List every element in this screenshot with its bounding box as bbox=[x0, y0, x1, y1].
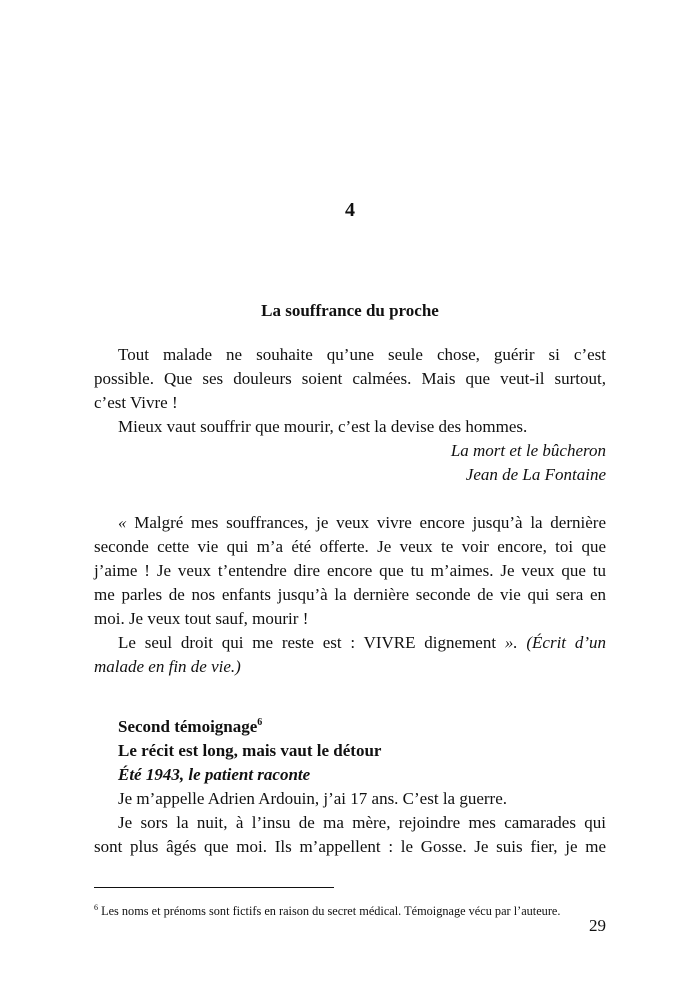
quote-open-mark: « bbox=[118, 513, 127, 532]
quote-close-mark: ». bbox=[504, 633, 518, 652]
quote-line1-text: Malgré mes souffrances, je veux vivre encore jusqu’à la dernière bbox=[126, 513, 606, 532]
quote-line4: me parles de nos enfants jusqu’à la dernière seconde de vie qui sera en bbox=[94, 585, 606, 604]
story-line3: sont plus âgés que moi. Ils m’appellent : le Gosse. Je suis fier, je me bbox=[94, 837, 606, 856]
citation-work: La mort et le bûcheron bbox=[450, 441, 606, 460]
quote-line6 bbox=[94, 631, 606, 655]
footnote-number: 6 bbox=[94, 903, 98, 912]
quote-line2: seconde cette vie qui m’a été offerte. Je veux te voir encore, toi que bbox=[94, 537, 606, 556]
paragraph1-line3: c’est Vivre ! bbox=[94, 393, 178, 412]
footnote bbox=[94, 904, 606, 919]
footnote-separator bbox=[94, 887, 334, 888]
paragraph1-line1: Tout malade ne souhaite qu’une seule chose, guérir si c’est bbox=[118, 345, 606, 364]
section-heading bbox=[94, 715, 606, 739]
story-line2: Je sors la nuit, à l’insu de ma mère, rejoindre mes camarades qui bbox=[118, 813, 606, 832]
story-line1: Je m’appelle Adrien Ardouin, j’ai 17 ans. C’est la guerre. bbox=[118, 789, 507, 808]
quote-line1 bbox=[94, 511, 606, 535]
section-dateline: Été 1943, le patient raconte bbox=[118, 765, 311, 784]
footnote-text: Les noms et prénoms sont fictifs en raison du secret médical. Témoignage vécu par l’auteure. bbox=[98, 904, 561, 918]
quote-line6-note: (Écrit d’un bbox=[517, 633, 606, 652]
paragraph1-line2: possible. Que ses douleurs soient calmées. Mais que veut-il surtout, bbox=[94, 369, 606, 388]
quote-line3: j’aime ! Je veux t’entendre dire encore que tu m’aimes. Je veux que tu bbox=[94, 561, 606, 580]
footnote-ref: 6 bbox=[257, 717, 263, 728]
section-heading-text: Second témoignage bbox=[118, 717, 258, 736]
paragraph1-line4: Mieux vaut souffrir que mourir, c’est la devise des hommes. bbox=[118, 417, 528, 436]
quote-line7-note: malade en fin de vie.) bbox=[94, 657, 241, 676]
quote-line5: moi. Je veux tout sauf, mourir ! bbox=[94, 609, 309, 628]
section-subheading: Le récit est long, mais vaut le détour bbox=[118, 741, 382, 760]
page-number: 29 bbox=[589, 916, 606, 935]
chapter-number: 4 bbox=[345, 199, 355, 221]
quote-line6-text: Le seul droit qui me reste est : VIVRE dignement bbox=[118, 633, 505, 652]
citation-author: Jean de La Fontaine bbox=[465, 465, 606, 484]
chapter-title: La souffrance du proche bbox=[261, 301, 439, 320]
